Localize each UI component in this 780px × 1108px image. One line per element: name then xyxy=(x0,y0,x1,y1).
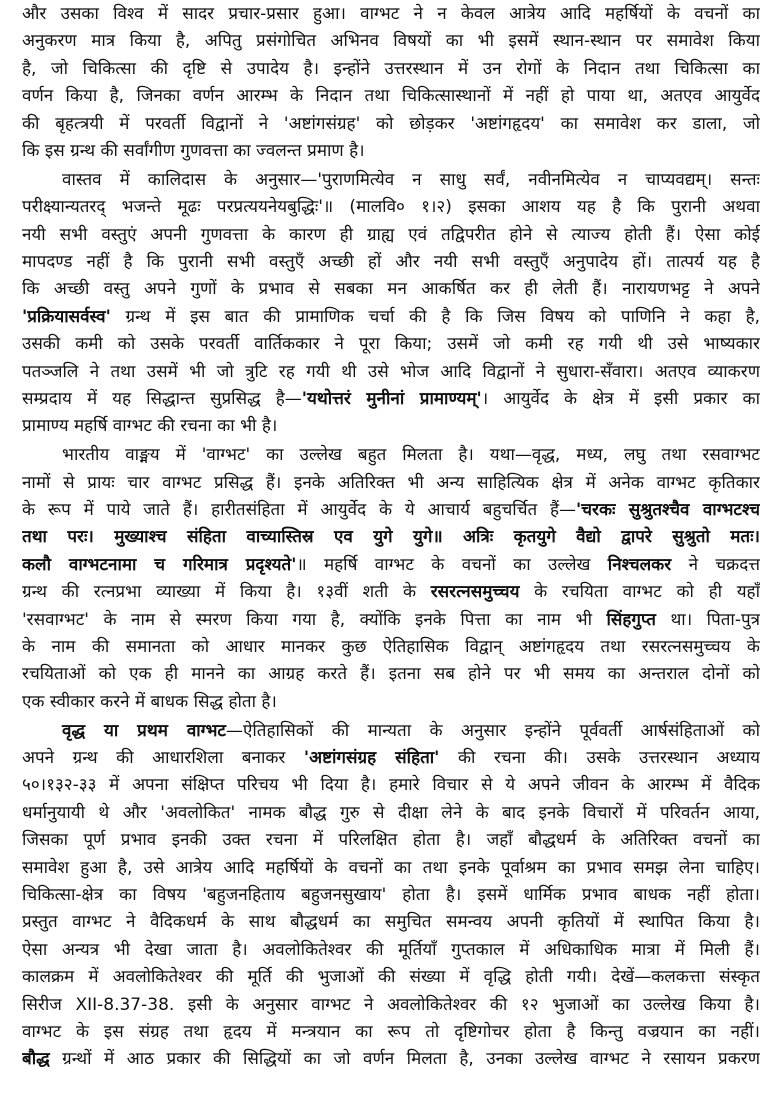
text-line xyxy=(22,524,760,551)
text-segment: की रचना की। उसके उत्तरस्थान अध्याय xyxy=(439,748,760,769)
text-line xyxy=(22,937,760,964)
text-line xyxy=(22,607,760,634)
text-line xyxy=(22,1019,760,1046)
text-line xyxy=(22,909,760,936)
text-line xyxy=(22,413,760,440)
text-segment: परीक्ष्यान्यतरद् भजन्ते मूढः परप्रत्ययनेयबुद्धिः'॥ (मालवि० १।२) इसका आशय यह है कि पुरानी अथवा xyxy=(22,197,760,218)
text-line xyxy=(22,745,760,772)
text-segment: प्रामाण्य महर्षि वाग्भट की रचना का भी है। xyxy=(22,416,278,437)
text-segment: वाग्भट के इस संग्रह तथा हृदय में मन्त्रयान का रूप तो दृष्टिगोचर होता है किन्तु वज्रयान का नहीं। xyxy=(22,1021,760,1042)
bold-text: निश्चलकर xyxy=(607,554,672,575)
text-line xyxy=(22,579,760,606)
text-segment: ऐसा अन्यत्र भी देखा जाता है। अवलोकितेश्वर की मूर्तियाँ गुप्तकाल में अधिकाधिक मात्रा में मिली हैं। xyxy=(22,939,760,960)
text-segment: के नाम की समानता को आधार मानकर कुछ ऐतिहासिक विद्वान् अष्टांगहृदय तथा रसरत्नसमुच्चय के xyxy=(22,636,760,657)
bold-text: 'अष्टांगसंग्रह संहिता' xyxy=(303,748,440,769)
paragraph xyxy=(22,1,760,165)
text-segment: कालक्रम में अवलोकितेश्वर की मूर्ति की भुजाओं की संख्या में वृद्धि होती गयी। देखें—कलकत्ता संस्कृत xyxy=(22,967,760,988)
text-segment: कि इस ग्रन्थ की सर्वांगीण गुणवत्ता का ज्वलन्त प्रमाण है। xyxy=(22,140,365,161)
text-line xyxy=(22,442,760,469)
text-line xyxy=(22,1046,760,1073)
bold-text: 'चरकः सुश्रुतश्चैव वाग्भटश्च xyxy=(576,500,760,521)
text-segment: । आयुर्वेद के क्षेत्र में इसी प्रकार का xyxy=(481,388,760,409)
text-line xyxy=(22,249,760,276)
text-segment: मापदण्ड नहीं है कि पुरानी सभी वस्तुएँ अच्छी हों और नयी सभी वस्तुएँ अनुपादेय हों। तात्पर्य यह है xyxy=(22,252,760,273)
text-line xyxy=(22,386,760,413)
text-segment: —ऐतिहासिकों की मान्यता के अनुसार इन्होंने पूर्ववर्ती आर्षसंहिताओं को xyxy=(225,720,760,741)
text-segment: था। पिता-पुत्र xyxy=(655,609,760,630)
text-segment: 'रसवाग्भट' के नाम से स्मरण किया गया है, क्योंकि इनके पित्ता का नाम भी xyxy=(22,609,607,630)
text-segment: अनुकरण मात्र किया है, अपितु प्रसंगोचित अभिनव विषयों का भी इसमें स्थान-स्थान पर समावेश किया xyxy=(22,31,760,52)
bold-text: 'यथोत्तरं मुनीनां प्रामाण्यम्' xyxy=(301,388,482,409)
text-line xyxy=(22,992,760,1019)
text-segment: उसकी कमी को उसके परवर्ती वार्तिककार ने पूरा किया; उसमें जो कमी रह गयी थी उसे भाष्यकार xyxy=(22,334,760,355)
text-segment: और उसका विश्व में सादर प्रचार-प्रसार हुआ। वाग्भट ने न केवल आत्रेय आदि महर्षियों के वचनों का xyxy=(22,4,760,24)
text-line xyxy=(22,800,760,827)
text-segment: प्रस्तुत वाग्भट ने वैदिकधर्म के साथ बौद्धधर्म का समुचित समन्वय अपनी कृतियों में स्थापित किया है। xyxy=(22,912,760,933)
bold-text: बौद्ध xyxy=(22,1049,50,1070)
text-line xyxy=(22,827,760,854)
text-segment: है, जो चिकित्सा की दृष्टि से उपादेय है। इन्होंने उत्तरस्थान में उन रोगों के निदान तथा चिकित्सा का xyxy=(22,58,760,79)
text-segment: एक स्वीकार करने में बाधक सिद्ध होता है। xyxy=(22,691,277,712)
text-segment: चिकित्सा-क्षेत्र का विषय 'बहुजनहिताय बहुजनसुखाय' होता है। इसमें धार्मिक प्रभाव बाधक नहीं होता। xyxy=(22,885,760,905)
text-line xyxy=(22,276,760,303)
text-line xyxy=(22,138,760,165)
text-line xyxy=(22,689,760,716)
text-segment: सिरीज XII-8.37-38. इसी के अनुसार वाग्भट ने अवलोकितेश्वर की १२ भुजाओं का उल्लेख किया है। xyxy=(22,994,760,1015)
text-segment: पतञ्जलि ने तथा उसमें भी जो त्रुटि रह गयी थी उसे भोज आदि विद्वानों ने सुधारा-सँवारा। अतएव व्याकरण xyxy=(22,361,760,382)
paragraph xyxy=(22,718,760,1074)
text-segment: ग्रन्थों में आठ प्रकार की सिद्धियों का जो वर्णन मिलता है, उनका उल्लेख वाग्भट ने रसायन प्रकरण xyxy=(49,1049,760,1070)
text-segment: ग्रन्थ में इस बात की प्रामाणिक चर्चा की है कि जिस विषय को पाणिनि ने कहा है, xyxy=(110,306,760,327)
text-segment: वर्णन किया है, जिनका वर्णन आरम्भ के निदान तथा चिकित्सास्थानों में नहीं हो पाया था, अतएव आयुर्वेद xyxy=(22,86,760,107)
text-segment: धर्मानुयायी थे और 'अवलोकित' नामक बौद्ध गुरु से दीक्षा लेने के बाद इनके विचारों में परिवर्तन आया, xyxy=(22,802,760,823)
text-segment: नयी सभी वस्तुएं अपनी गुणवत्ता के कारण ही ग्राह्य एवं तद्विपरीत होने से त्याज्य होती हैं। ऐसा कोई xyxy=(22,224,760,245)
bold-text: रसरत्नसमुच्चय xyxy=(430,582,520,603)
text-segment: वास्तव में कालिदास के अनुसार—'पुराणमित्येव न साधु सर्वं, नवीनमित्येव न चाप्यवद्यम्। सन्तः xyxy=(62,169,760,190)
text-line xyxy=(22,1,760,28)
text-segment: कि अच्छी वस्तु अपने गुणों के प्रभाव से सबका मन आकर्षित कर ही लेती हैं। नारायणभट्ट ने अपने xyxy=(22,279,760,300)
bold-text: 'प्रक्रियासर्वस्व' xyxy=(22,306,111,327)
text-line xyxy=(22,552,760,579)
text-line xyxy=(22,718,760,745)
text-segment: ॥ महर्षि वाग्भट के वचनों का उल्लेख xyxy=(296,554,608,575)
text-line xyxy=(22,497,760,524)
text-segment: नामों से प्रायः चार वाग्भट प्रसिद्ध हैं। इनके अतिरिक्त भी अन्य साहित्यिक क्षेत्र में अनेक वाग्भट कृतिकार xyxy=(22,472,760,493)
paragraph xyxy=(22,167,760,441)
text-segment: के रूप में पाये जाते हैं। हारीतसंहिता में आयुर्वेद के ये आचार्य बहुचर्चित हैं— xyxy=(22,500,577,521)
text-line xyxy=(22,964,760,991)
text-line xyxy=(22,359,760,386)
bold-text: तथा परः। मुख्याश्च संहिता वाच्यास्तिस्र एव युगे युगे॥ अत्रिः कृतयुगे वैद्यो द्वापरे सुश्रुतो मतः। xyxy=(22,527,760,548)
text-segment: सम्प्रदाय में यह सिद्धान्त सुप्रसिद्ध है— xyxy=(22,388,302,409)
text-line xyxy=(22,772,760,799)
text-segment: भारतीय वाङ्मय में 'वाग्भट' का उल्लेख बहुत मिलता है। यथा—वृद्ध, मध्य, लघु तथा रसवाग्भट xyxy=(62,445,760,466)
text-line xyxy=(22,304,760,331)
text-segment: रचयिताओं को एक ही मानने का आग्रह करते हैं। इतना सब होने पर भी समय का अन्तराल दोनों को xyxy=(22,664,760,685)
text-line xyxy=(22,882,760,909)
bold-text: वृद्ध या प्रथम वाग्भट xyxy=(62,720,226,741)
bold-text: कलौ वाग्भटनामा च गरिमात्र प्रदृश्यते' xyxy=(22,554,297,575)
text-line xyxy=(22,661,760,688)
text-line xyxy=(22,83,760,110)
text-line xyxy=(22,855,760,882)
paragraph xyxy=(22,442,760,716)
text-line xyxy=(22,56,760,83)
document-page xyxy=(22,1,760,1075)
text-line xyxy=(22,28,760,55)
text-segment: अपने ग्रन्थ की आधारशिला बनाकर xyxy=(22,748,304,769)
text-segment: ५०।१३२-३३ में अपना संक्षिप्त परिचय भी दिया है। हमारे विचार से ये अपने जीवन के आरम्भ में वैदिक xyxy=(22,775,760,796)
text-line xyxy=(22,331,760,358)
text-segment: की बृहत्त्रयी में परवर्ती विद्वानों ने 'अष्टांगसंग्रह' को छोड़कर 'अष्टांगहृदय' का समावेश कर डाला, जो xyxy=(22,113,760,134)
text-segment: जिसका पूर्ण प्रभाव इनकी उक्त रचना में परिलक्षित होता है। जहाँ बौद्धधर्म के अतिरिक्त वचनों का xyxy=(22,830,760,851)
text-line xyxy=(22,167,760,194)
text-line xyxy=(22,470,760,497)
text-line xyxy=(22,111,760,138)
text-segment: ग्रन्थ की रत्नप्रभा व्याख्या में किया है। १३वीं शती के xyxy=(22,582,431,603)
text-line xyxy=(22,634,760,661)
text-line xyxy=(22,222,760,249)
text-segment: ने चक्रदत्त xyxy=(671,554,760,575)
text-segment: समावेश हुआ है, उसे आत्रेय आदि महर्षियों के वचनों का तथा इनके पूर्वाश्रम का प्रभाव समझ लेना चाहिए। xyxy=(22,857,760,878)
text-segment: के रचयिता वाग्भट को ही यहाँ xyxy=(519,582,760,603)
bold-text: सिंहगुप्त xyxy=(606,609,656,630)
text-line xyxy=(22,194,760,221)
